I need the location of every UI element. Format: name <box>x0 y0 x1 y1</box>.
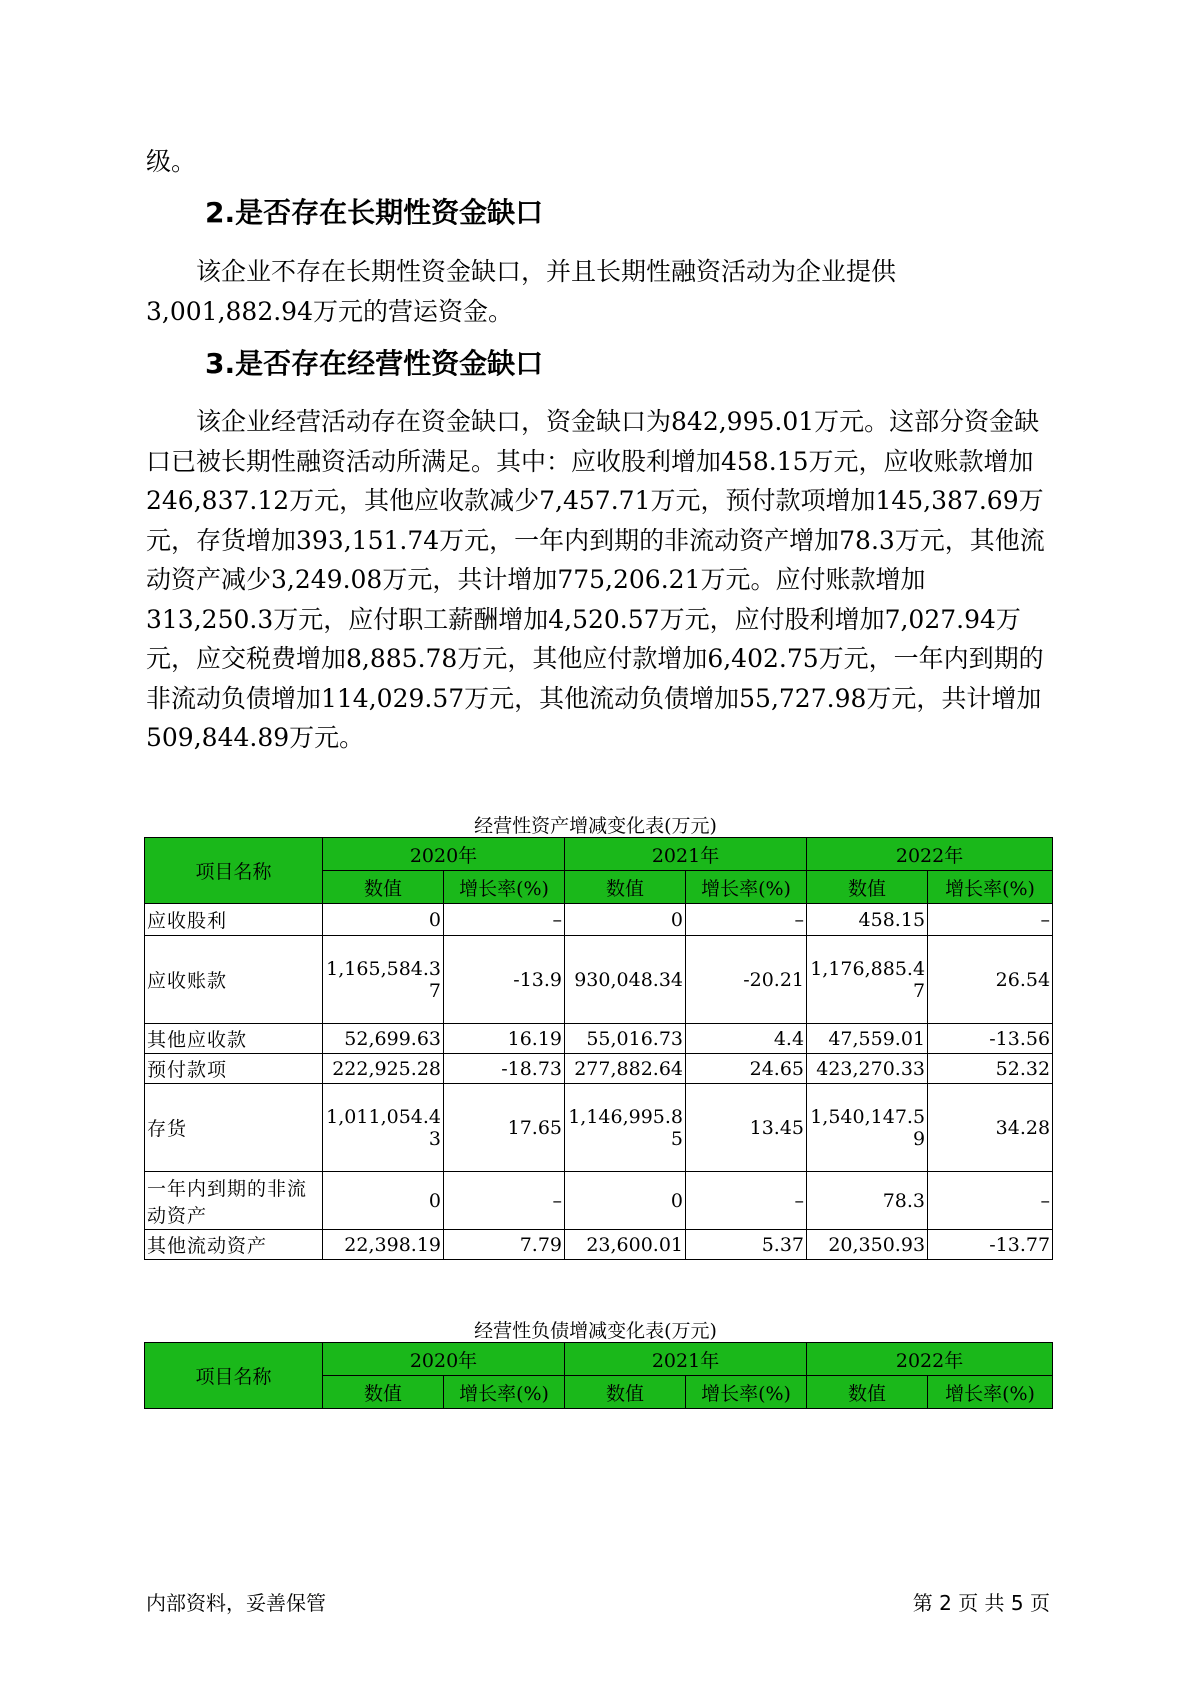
value-header: 数值 <box>565 871 686 904</box>
value-cell: 78.3 <box>807 1172 928 1230</box>
value-cell: 1,146,995.85 <box>565 1084 686 1172</box>
value-cell: 20,350.93 <box>807 1230 928 1260</box>
growth-rate-cell: – <box>928 1172 1053 1230</box>
table-row <box>145 904 1053 936</box>
row-item-name: 存货 <box>145 1084 323 1172</box>
section-3-body: 该企业经营活动存在资金缺口，资金缺口为842,995.01万元。这部分资金缺口已被长期性融资活动所满足。其中：应收股利增加458.15万元，应收账款增加246,837.12万元，其他应收款减少7,457.71万元，预付款项增加145,387.69万元，存货增加393,151.74万元，一年内到期的非流动资产增加78.3万元，其他流动资产减少3,249.08万元，共计增加775,206.21万元。应付账款增加313,250.3万元，应付职工薪酬增加4,520.57万元，应付股利增加7,027.94万元，应交税费增加8,885.78万元，其他应付款增加6,402.75万元，一年内到期的非流动负债增加114,029.57万元，其他流动负债增加55,727.98万元，共计增加509,844.89万元。 <box>146 407 1045 752</box>
year-header-2021: 2021年 <box>565 838 807 871</box>
growth-rate-cell: 5.37 <box>686 1230 807 1260</box>
growth-rate-cell: 7.79 <box>444 1230 565 1260</box>
asset-change-table <box>144 837 1053 1260</box>
growth-rate-cell: -13.9 <box>444 936 565 1024</box>
rate-header: 增长率(%) <box>444 1376 565 1409</box>
value-header: 数值 <box>565 1376 686 1409</box>
liability-table-caption: 经营性负债增减变化表(万元) <box>474 1320 717 1342</box>
footer-confidential-note: 内部资料，妥善保管 <box>146 1591 326 1615</box>
row-item-name: 其他流动资产 <box>145 1230 323 1260</box>
table-row <box>145 1054 1053 1084</box>
growth-rate-cell: 24.65 <box>686 1054 807 1084</box>
growth-rate-cell: -20.21 <box>686 936 807 1024</box>
growth-rate-cell: 13.45 <box>686 1084 807 1172</box>
row-item-name: 应收账款 <box>145 936 323 1024</box>
growth-rate-cell: – <box>444 1172 565 1230</box>
growth-rate-cell: -13.77 <box>928 1230 1053 1260</box>
value-cell: 22,398.19 <box>323 1230 444 1260</box>
growth-rate-cell: 52.32 <box>928 1054 1053 1084</box>
year-header-2020: 2020年 <box>323 1343 565 1376</box>
growth-rate-cell: – <box>686 904 807 936</box>
growth-rate-cell: 4.4 <box>686 1024 807 1054</box>
growth-rate-cell: -18.73 <box>444 1054 565 1084</box>
rate-header: 增长率(%) <box>444 871 565 904</box>
rate-header: 增长率(%) <box>686 1376 807 1409</box>
intro-tail-text: 级。 <box>146 147 197 176</box>
value-cell: 930,048.34 <box>565 936 686 1024</box>
rate-header: 增长率(%) <box>928 871 1053 904</box>
value-header: 数值 <box>323 1376 444 1409</box>
liability-change-table <box>144 1342 1053 1409</box>
value-header: 数值 <box>807 871 928 904</box>
year-header-2021: 2021年 <box>565 1343 807 1376</box>
value-cell: 0 <box>323 1172 444 1230</box>
asset-table-caption: 经营性资产增减变化表(万元) <box>474 815 717 837</box>
value-header: 数值 <box>807 1376 928 1409</box>
value-cell: 1,540,147.59 <box>807 1084 928 1172</box>
row-item-name: 一年内到期的非流动资产 <box>145 1172 323 1230</box>
table-row <box>145 936 1053 1024</box>
growth-rate-cell: -13.56 <box>928 1024 1053 1054</box>
value-cell: 0 <box>323 904 444 936</box>
table-row <box>145 1230 1053 1260</box>
item-name-header: 项目名称 <box>145 1343 323 1409</box>
section-2-body: 该企业不存在长期性资金缺口，并且长期性融资活动为企业提供3,001,882.94万元的营运资金。 <box>146 257 897 326</box>
value-cell: 423,270.33 <box>807 1054 928 1084</box>
growth-rate-cell: 16.19 <box>444 1024 565 1054</box>
value-cell: 1,176,885.47 <box>807 936 928 1024</box>
value-cell: 277,882.64 <box>565 1054 686 1084</box>
value-cell: 55,016.73 <box>565 1024 686 1054</box>
growth-rate-cell: – <box>928 904 1053 936</box>
footer-page-number: 第 2 页 共 5 页 <box>912 1591 1050 1615</box>
table-row <box>145 1024 1053 1054</box>
value-cell: 52,699.63 <box>323 1024 444 1054</box>
section-3-heading: 3.是否存在经营性资金缺口 <box>205 347 544 380</box>
value-cell: 1,165,584.37 <box>323 936 444 1024</box>
year-header-2020: 2020年 <box>323 838 565 871</box>
table-row <box>145 1084 1053 1172</box>
row-item-name: 其他应收款 <box>145 1024 323 1054</box>
year-header-2022: 2022年 <box>807 1343 1053 1376</box>
value-cell: 47,559.01 <box>807 1024 928 1054</box>
value-cell: 0 <box>565 904 686 936</box>
table-row <box>145 1172 1053 1230</box>
growth-rate-cell: 26.54 <box>928 936 1053 1024</box>
rate-header: 增长率(%) <box>928 1376 1053 1409</box>
value-header: 数值 <box>323 871 444 904</box>
growth-rate-cell: – <box>444 904 565 936</box>
growth-rate-cell: 34.28 <box>928 1084 1053 1172</box>
section-2-heading: 2.是否存在长期性资金缺口 <box>205 196 544 229</box>
rate-header: 增长率(%) <box>686 871 807 904</box>
value-cell: 0 <box>565 1172 686 1230</box>
item-name-header: 项目名称 <box>145 838 323 904</box>
row-item-name: 预付款项 <box>145 1054 323 1084</box>
year-header-2022: 2022年 <box>807 838 1053 871</box>
value-cell: 1,011,054.43 <box>323 1084 444 1172</box>
row-item-name: 应收股利 <box>145 904 323 936</box>
value-cell: 458.15 <box>807 904 928 936</box>
value-cell: 222,925.28 <box>323 1054 444 1084</box>
value-cell: 23,600.01 <box>565 1230 686 1260</box>
growth-rate-cell: 17.65 <box>444 1084 565 1172</box>
growth-rate-cell: – <box>686 1172 807 1230</box>
